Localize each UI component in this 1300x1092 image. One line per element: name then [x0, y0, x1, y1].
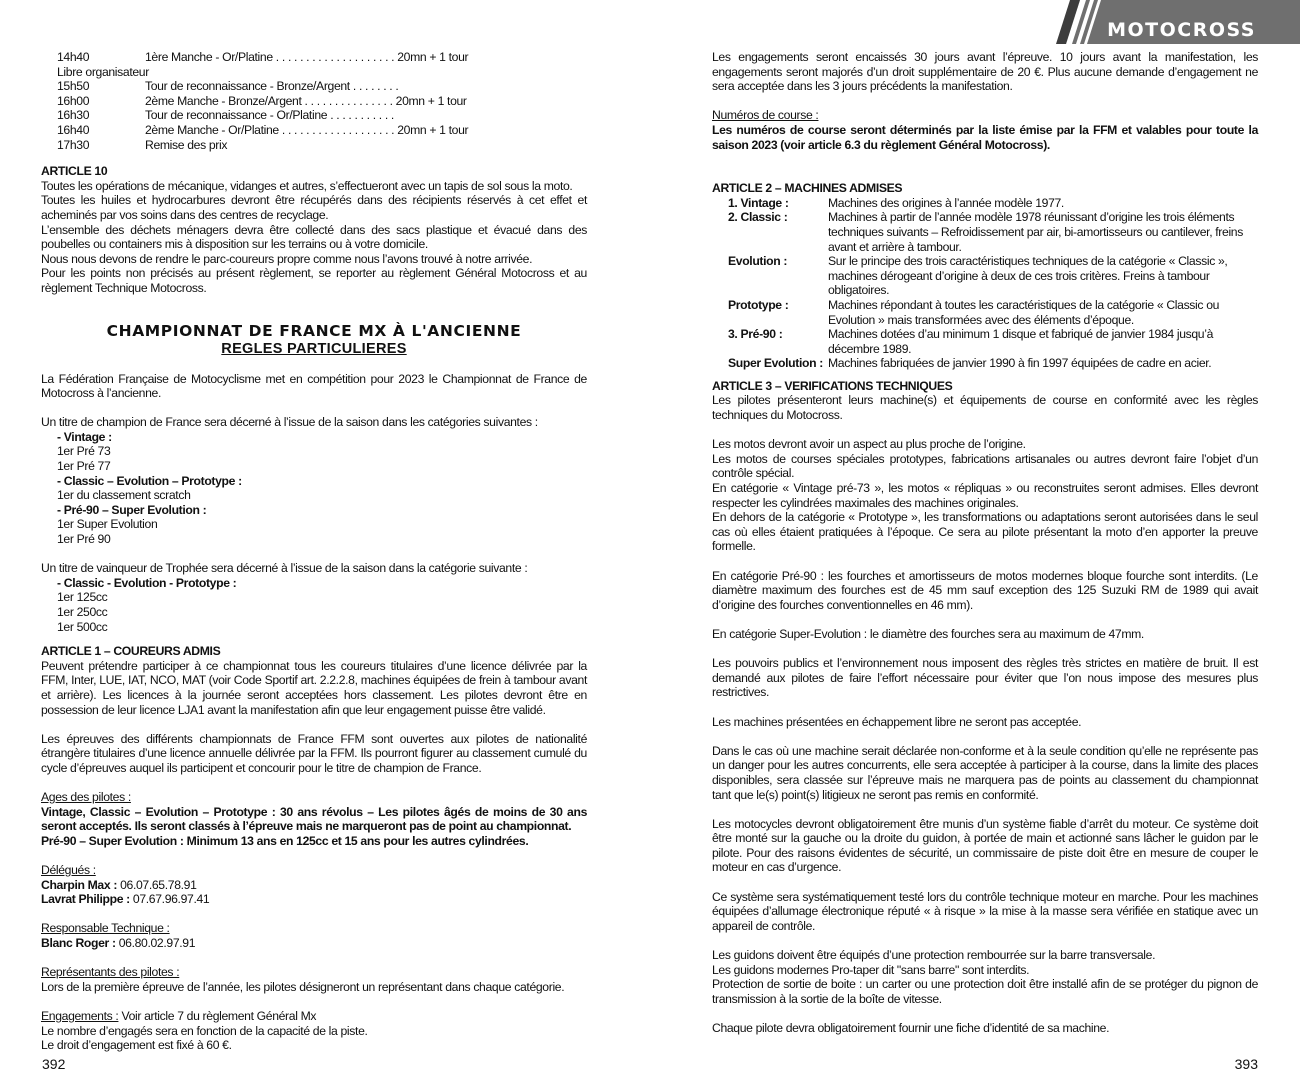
machine-description: Machines répondant à toutes les caractéristiques de la catégorie « Classic ou Evolution » mais transformées avec des éléments d’époque.	[828, 297, 1220, 327]
bruit-text: Les pouvoirs publics et l’environnement nous imposent des règles très strictes en matière de bruit. Il est demandé aux pilotes de faire l’effort nécessaire pour éviter que l’on nous impose des mesures plus restrictives.	[712, 656, 1258, 700]
responsable-contact	[41, 936, 587, 951]
delegues-list	[41, 878, 587, 907]
article-10-line: Nous nous devons de rendre le parc-coureurs propre comme nous l’avons trouvé à notre arrivée.	[41, 251, 533, 266]
schedule-note: Libre organisateur	[57, 64, 149, 79]
responsable-name: Blanc Roger :	[41, 936, 116, 951]
schedule-time: 15h50	[57, 79, 90, 94]
delegue-phone: 07.67.96.97.41	[129, 892, 210, 907]
right-column	[712, 50, 1258, 1036]
ages-title: Ages des pilotes :	[41, 790, 131, 805]
machine-category: 2. Classic :	[728, 210, 788, 225]
category-heading: - Vintage :	[57, 429, 112, 444]
article-3-line: En dehors de la catégorie « Prototype », les transformations ou adaptations seront autorisées dans le seul cas où elles étaient pratiquées à l’époque. Ce sera au pilote présentant la moto d’en apporter la preuve formelle.	[712, 510, 1258, 554]
ages-text: Vintage, Classic – Evolution – Prototype : 30 ans révolus – Les pilotes âgés de moins de 30 ans seront acceptés. Ils seront classés à l’épreuve mais ne marqueront pas de point au championnat.	[41, 804, 587, 834]
right-page	[650, 0, 1300, 1092]
article-10-title: ARTICLE 10	[41, 164, 108, 179]
schedule	[41, 50, 587, 152]
teste-text: Ce système sera systématiquement testé lors du contrôle technique moteur en marche. Pour les machines équipées d’allumage électronique réputé « à risque » la mise à la masse sera vérifiée en statique avec un appareil de contrôle.	[712, 889, 1258, 933]
delegues-title: Délégués :	[41, 863, 96, 878]
representants-text: Lors de la première épreuve de l’année, les pilotes désigneront un représentant dans chaque catégorie.	[41, 979, 565, 994]
machine-category: Prototype :	[728, 297, 789, 312]
championship-subtitle: REGLES PARTICULIERES	[221, 340, 407, 357]
machines-list	[712, 196, 1258, 371]
schedule-event: Remise des prix	[145, 137, 228, 152]
numeros-title: Numéros de course :	[712, 108, 819, 123]
category-item: 1er Pré 73	[57, 444, 111, 459]
guidons-line: Les guidons doivent être équipés d’une protection rembourrée sur la barre transversale.	[712, 948, 1156, 963]
schedule-event: 2ème Manche - Bronze/Argent . . . . . . . . . . . . . . . 20mn + 1 tour	[145, 93, 467, 108]
left-column	[41, 50, 587, 1053]
championship-title: CHAMPIONNAT DE FRANCE MX À L'ANCIENNE	[106, 321, 522, 340]
delegue-contact	[41, 892, 587, 907]
representants-title: Représentants des pilotes :	[41, 965, 180, 980]
engagements-line-item: Le nombre d’engagés sera en fonction de la capacité de la piste.	[41, 1023, 368, 1038]
schedule-time: 16h30	[57, 108, 90, 123]
schedule-event: 2ème Manche - Or/Platine . . . . . . . . . . . . . . . . . . . 20mn + 1 tour	[145, 122, 469, 137]
category-heading: - Classic – Evolution – Prototype :	[57, 473, 242, 488]
article-10-line: Pour les points non précisés au présent règlement, se reporter au règlement Général Motocross et au règlement Technique Motocross.	[41, 266, 587, 295]
article-10-line: Toutes les huiles et hydrocarbures devront être récupérés dans des récipients réservés à cet effet et acheminés par vos soins dans des centres de recyclage.	[41, 193, 587, 222]
category-heading: - Pré-90 – Super Evolution :	[57, 502, 207, 517]
schedule-event: Tour de reconnaissance - Or/Platine . . . . . . . . . . .	[145, 108, 394, 123]
echappement-text: Les machines présentées en échappement libre ne seront pas acceptée.	[712, 714, 1082, 729]
delegue-contact	[41, 878, 587, 893]
category-item: 1er du classement scratch	[57, 488, 191, 503]
category-item: 1er 500cc	[57, 619, 108, 634]
schedule-time: 17h30	[57, 137, 90, 152]
superevo-text: En catégorie Super-Evolution : le diamètre des fourches sera au maximum de 47mm.	[712, 626, 1144, 641]
machine-category: 1. Vintage :	[728, 195, 789, 210]
machine-category: 3. Pré-90 :	[728, 327, 783, 342]
article-3-block	[712, 437, 1258, 554]
responsable-phone: 06.80.02.97.91	[115, 936, 196, 951]
schedule-time: 16h40	[57, 122, 90, 137]
machine-description: Machines dotées d’au minimum 1 disque et fabriqué de janvier 1984 jusqu’à décembre 1989.	[828, 327, 1214, 356]
arret-text: Les motocycles devront obligatoirement être munis d’un système fiable d’arrêt du moteur. Ce système doit être monté sur la gauche ou la droite du guidon, à portée de main et actionné sans lâcher le guidon par le pilote. Pour des raisons évidentes de sécurité, un commissaire de piste doit être en mesure de couper le moteur en cas d’urgence.	[712, 816, 1258, 875]
article-3-p1: Les pilotes présenteront leurs machine(s) et équipements de course en conformité avec les règles techniques du Motocross.	[712, 393, 1258, 423]
banner-title: MOTOCROSS	[1107, 19, 1256, 41]
delegue-name: Charpin Max :	[41, 877, 118, 892]
machine-category: Super Evolution :	[728, 356, 823, 371]
article-10-line: Toutes les opérations de mécanique, vidanges et autres, s’effectueront avec un tapis de sol sous la moto.	[41, 178, 573, 193]
titles-list	[41, 430, 587, 547]
article-3-title: ARTICLE 3 – VERIFICATIONS TECHNIQUES	[712, 378, 953, 393]
machine-category: Evolution :	[728, 254, 788, 269]
schedule-event: Tour de reconnaissance - Bronze/Argent . . . . . . . .	[145, 79, 399, 94]
trophy-list	[41, 576, 587, 634]
pre90-text: En catégorie Pré-90 : les fourches et amortisseurs de motos modernes bloque fourche sont interdits. (Le diamètre maximum des fourches est de 45 mm sauf exception des 125 Suzuki RM de 1989 qui avait d’origine des fourches conventionnelles en 46 mm).	[712, 568, 1258, 612]
machine-description: Machines des origines à l’année modèle 1977.	[828, 195, 1064, 210]
category-item: 1er Super Evolution	[57, 517, 158, 532]
responsable-title: Responsable Technique :	[41, 921, 170, 936]
page-number-left: 392	[42, 1056, 66, 1072]
article-1-p2: Les épreuves des différents championnats de France FFM sont ouvertes aux pilotes de nationalité étrangère titulaires d’une licence annuelle délivrée par la FFM. Ils pourront figurer au classement cumulé du cycle d’épreuves auquel ils participent et concourir pour le titre de champion de France.	[41, 731, 587, 775]
article-1-p1: Peuvent prétendre participer à ce championnat tous les coureurs titulaires d’une licence délivrée par la FFM, Inter, LUE, IAT, NCO, MAT (voir Code Sportif art. 2.2.2.8, machines équipées de frein à tambour avant et arrière). Les licences à la journée seront acceptées hors classement. Les pilotes devront être en possession de leur licence LJA1 avant la manifestation afin que leur engagement puisse être validé.	[41, 658, 587, 717]
ages-text-2: Pré-90 – Super Evolution : Minimum 13 ans en 125cc et 15 ans pour les autres cylindrées.	[41, 833, 529, 848]
guidons-line: Les guidons modernes Pro-taper dit "sans barre" sont interdits.	[712, 962, 1030, 977]
delegue-name: Lavrat Philippe :	[41, 892, 130, 907]
engagements-text: Les engagements seront encaissés 30 jours avant l’épreuve. 10 jours avant la manifestation, les engagements seront majorés d’un droit supplémentaire de 20 €. Plus aucune demande d’engagement ne sera acceptée dans les 3 jours précédents la manifestation.	[712, 50, 1258, 94]
category-heading: - Classic - Evolution - Prototype :	[57, 575, 237, 590]
engagements-title: Engagements :	[41, 1009, 119, 1024]
titres-intro: Un titre de champion de France sera décerné à l’issue de la saison dans les catégories suivantes :	[41, 415, 538, 430]
article-2-title: ARTICLE 2 – MACHINES ADMISES	[712, 181, 903, 196]
article-3-line: Les motos devront avoir un aspect au plus proche de l’origine.	[712, 437, 1026, 452]
trophee-intro: Un titre de vainqueur de Trophée sera décerné à l’issue de la saison dans la catégorie suivante :	[41, 561, 528, 576]
machine-description: Machines fabriquées de janvier 1990 à fin 1997 équipées de cadre en acier.	[828, 356, 1212, 371]
category-item: 1er Pré 90	[57, 532, 111, 547]
article-10-line: L’ensemble des déchets ménagers devra être collecté dans des sacs plastique et évacué dans des poubelles ou containers mis à disposition sur les terrains ou à votre domicile.	[41, 222, 587, 252]
intro-paragraph: La Fédération Française de Motocyclisme met en compétition pour 2023 le Championnat de France de Motocross à l’ancienne.	[41, 371, 587, 401]
engagements-line-item: Le droit d’engagement est fixé à 60 €.	[41, 1038, 232, 1053]
delegue-phone: 06.07.65.78.91	[117, 877, 197, 892]
schedule-event: 1ère Manche - Or/Platine . . . . . . . . . . . . . . . . . . . . 20mn + 1 tour	[145, 50, 469, 64]
category-item: 1er Pré 77	[57, 459, 111, 474]
article-3-line: Les motos de courses spéciales prototypes, fabrications artisanales ou autres devront faire l’objet d’un contrôle spécial.	[712, 451, 1258, 481]
guidons-line: Protection de sortie de boite : un carter ou une protection doit être installé afin de se protéger du pignon de transmission à la sortie de la boîte de vitesse.	[712, 977, 1258, 1006]
numeros-text: Les numéros de course seront déterminés par la liste émise par la FFM et valables pour toute la saison 2023 (voir article 6.3 du règlement Général Motocross).	[712, 122, 1258, 152]
nonconforme-text: Dans le cas où une machine serait déclarée non-conforme et à la seule condition qu’elle ne représente pas un danger pour les autres concurrents, elle sera acceptée à participer à la course, dans la limite des places disponibles, sera classée sur l’épreuve mais ne marquera pas de points au classement du championnat tant que le(s) point(s) litigieux ne seront pas remis en conformité.	[712, 743, 1258, 802]
guidons-block	[712, 948, 1258, 1006]
fiche-text: Chaque pilote devra obligatoirement fournir une fiche d’identité de sa machine.	[712, 1021, 1110, 1035]
machine-description: Sur le principe des trois caractéristiques techniques de la catégorie « Classic », machines dérogeant d’origine à deux de ces trois critères. Freins à tambour obligatoires.	[828, 254, 1228, 298]
page-number-right: 393	[1234, 1056, 1258, 1072]
category-item: 1er 125cc	[57, 590, 108, 605]
engagements-line	[41, 1009, 587, 1024]
article-10-body	[41, 179, 587, 296]
category-item: 1er 250cc	[57, 605, 108, 619]
engagements-ref: Voir article 7 du règlement Général Mx	[118, 1009, 317, 1024]
article-3-line: En catégorie « Vintage pré-73 », les motos « répliquas » ou reconstruites seront admises. Elles devront respecter les cylindrées maximales des machines originales.	[712, 481, 1258, 510]
machine-description: Machines à partir de l’année modèle 1978 réunissant d’origine les trois éléments techniques suivants – Refroidissement par air, bi-amortisseurs ou cantilever, freins avant et arrière à tambour.	[828, 210, 1243, 254]
schedule-time: 16h00	[57, 93, 90, 108]
engagements-lines	[41, 1024, 587, 1053]
schedule-time: 14h40	[57, 50, 90, 64]
article-1-title: ARTICLE 1 – COUREURS ADMIS	[41, 644, 221, 659]
